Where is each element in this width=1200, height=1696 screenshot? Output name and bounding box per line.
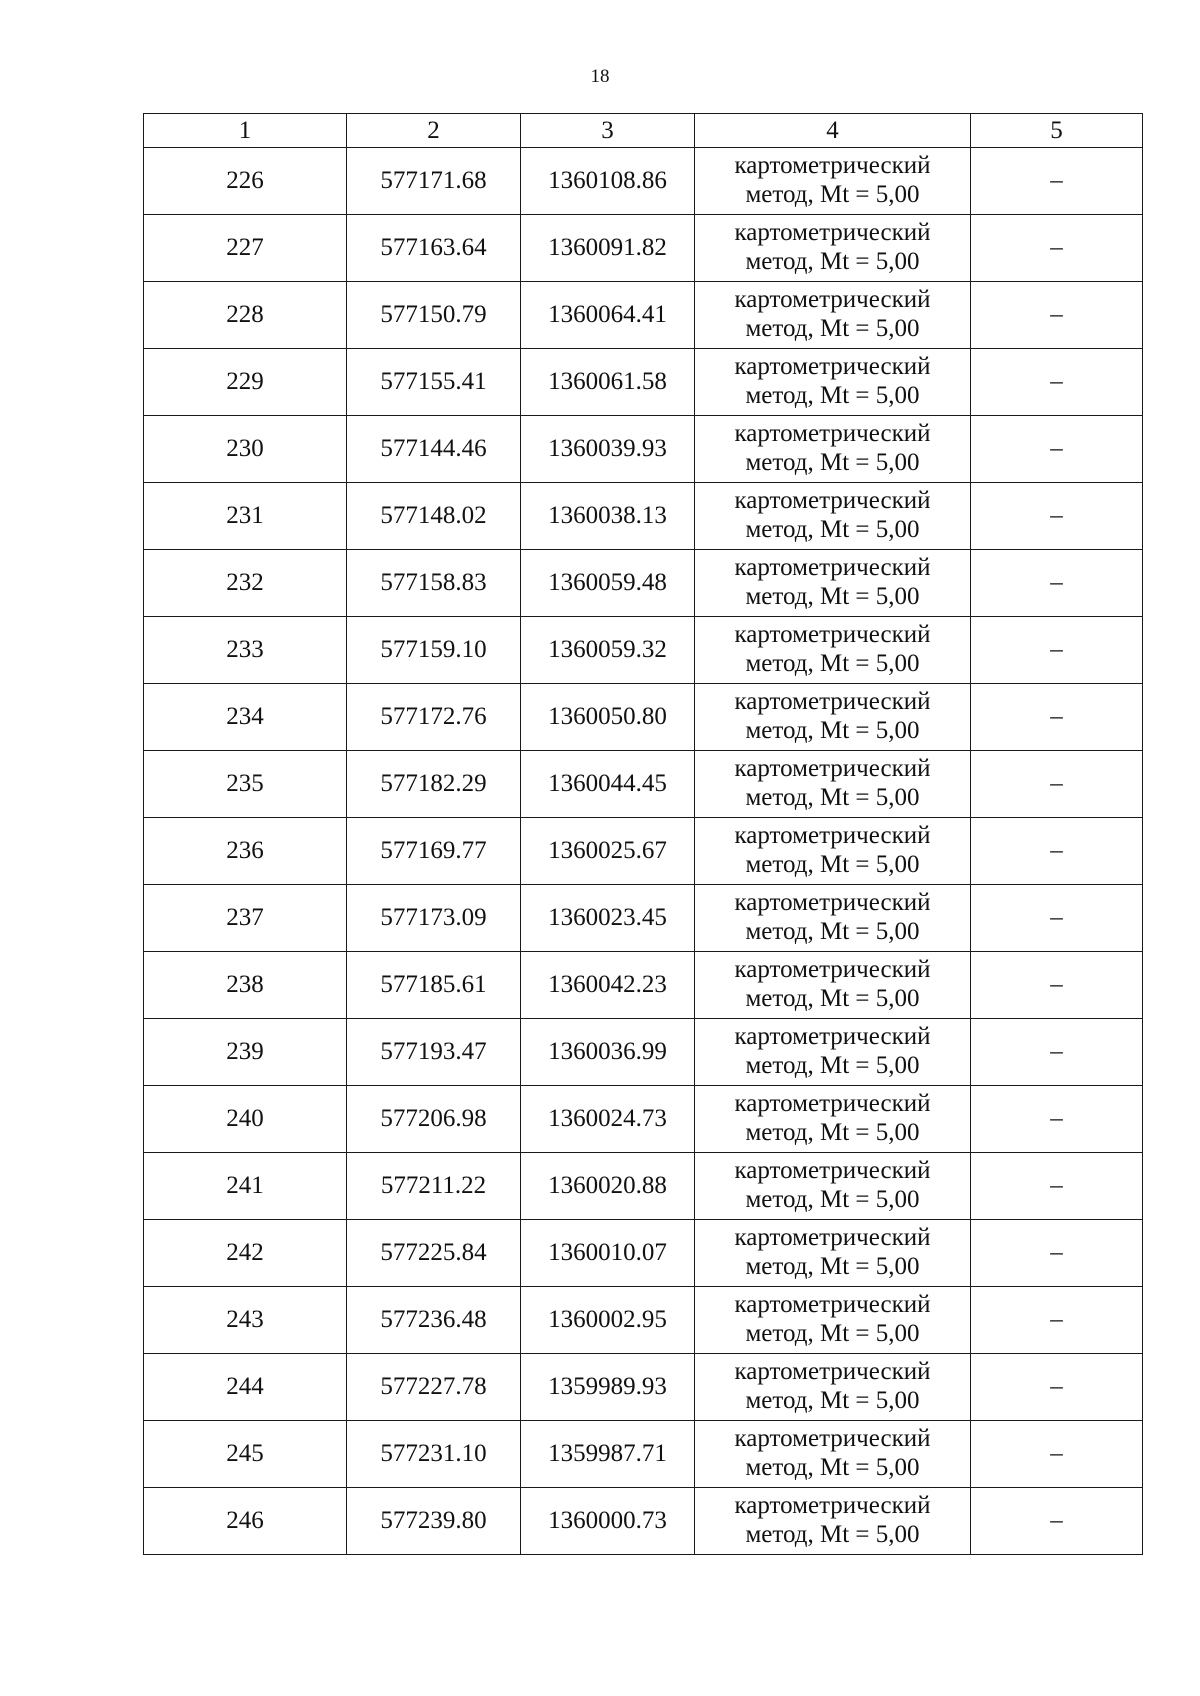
column-5-cell: –: [971, 1220, 1143, 1287]
point-number-cell: 244: [144, 1354, 347, 1421]
column-5-cell: –: [971, 751, 1143, 818]
method-accuracy-text: метод, Mt = 5,00: [745, 650, 920, 677]
x-coordinate-cell: 577159.10: [347, 617, 521, 684]
table-body: [144, 148, 1143, 1555]
x-coordinate-cell: 577169.77: [347, 818, 521, 885]
table-row: [144, 483, 1143, 550]
method-name-text: картометрический: [734, 1023, 931, 1051]
column-5-cell: –: [971, 1086, 1143, 1153]
method-cell: [695, 1086, 971, 1153]
point-number-cell: 241: [144, 1153, 347, 1220]
y-coordinate-cell: 1360024.73: [521, 1086, 695, 1153]
x-coordinate-cell: 577227.78: [347, 1354, 521, 1421]
method-accuracy-text: метод, Mt = 5,00: [745, 248, 920, 275]
method-name-text: картометрический: [734, 822, 931, 850]
point-number-cell: 233: [144, 617, 347, 684]
method-accuracy-text: метод, Mt = 5,00: [745, 449, 920, 476]
method-cell: [695, 282, 971, 349]
column-5-cell: –: [971, 617, 1143, 684]
method-accuracy-text: метод, Mt = 5,00: [745, 985, 920, 1012]
column-5-cell: –: [971, 684, 1143, 751]
y-coordinate-cell: 1360038.13: [521, 483, 695, 550]
method-name-text: картометрический: [734, 621, 931, 649]
method-cell: [695, 1354, 971, 1421]
point-number-cell: 229: [144, 349, 347, 416]
table-row: [144, 1086, 1143, 1153]
method-name-text: картометрический: [734, 688, 931, 716]
column-5-cell: –: [971, 1287, 1143, 1354]
method-cell: [695, 818, 971, 885]
point-number-cell: 243: [144, 1287, 347, 1354]
table-row: [144, 751, 1143, 818]
table-row: [144, 1354, 1143, 1421]
x-coordinate-cell: 577155.41: [347, 349, 521, 416]
x-coordinate-cell: 577144.46: [347, 416, 521, 483]
method-name-text: картометрический: [734, 755, 931, 783]
column-header-1: 1: [144, 114, 347, 148]
method-cell: [695, 885, 971, 952]
table-row: [144, 1220, 1143, 1287]
method-name-text: картометрический: [734, 487, 931, 515]
table-row: [144, 1153, 1143, 1220]
column-5-cell: –: [971, 818, 1143, 885]
y-coordinate-cell: 1360050.80: [521, 684, 695, 751]
method-accuracy-text: метод, Mt = 5,00: [745, 1454, 920, 1481]
column-5-cell: –: [971, 416, 1143, 483]
x-coordinate-cell: 577225.84: [347, 1220, 521, 1287]
method-cell: [695, 1421, 971, 1488]
x-coordinate-cell: 577182.29: [347, 751, 521, 818]
table-row: [144, 1488, 1143, 1555]
y-coordinate-cell: 1360036.99: [521, 1019, 695, 1086]
point-number-cell: 228: [144, 282, 347, 349]
method-name-text: картометрический: [734, 889, 931, 917]
table-row: [144, 818, 1143, 885]
column-5-cell: –: [971, 1488, 1143, 1555]
method-accuracy-text: метод, Mt = 5,00: [745, 784, 920, 811]
y-coordinate-cell: 1360042.23: [521, 952, 695, 1019]
method-accuracy-text: метод, Mt = 5,00: [745, 717, 920, 744]
column-header-5: 5: [971, 114, 1143, 148]
method-name-text: картометрический: [734, 1425, 931, 1453]
method-name-text: картометрический: [734, 1358, 931, 1386]
method-name-text: картометрический: [734, 420, 931, 448]
method-name-text: картометрический: [734, 554, 931, 582]
y-coordinate-cell: 1360061.58: [521, 349, 695, 416]
y-coordinate-cell: 1360044.45: [521, 751, 695, 818]
method-cell: [695, 1488, 971, 1555]
table-row: [144, 349, 1143, 416]
method-cell: [695, 416, 971, 483]
x-coordinate-cell: 577193.47: [347, 1019, 521, 1086]
y-coordinate-cell: 1360059.48: [521, 550, 695, 617]
point-number-cell: 239: [144, 1019, 347, 1086]
method-cell: [695, 148, 971, 215]
y-coordinate-cell: 1360000.73: [521, 1488, 695, 1555]
table-row: [144, 1287, 1143, 1354]
method-cell: [695, 952, 971, 1019]
method-name-text: картометрический: [734, 353, 931, 381]
column-5-cell: –: [971, 550, 1143, 617]
x-coordinate-cell: 577211.22: [347, 1153, 521, 1220]
method-cell: [695, 751, 971, 818]
point-number-cell: 240: [144, 1086, 347, 1153]
table-row: [144, 952, 1143, 1019]
y-coordinate-cell: 1360002.95: [521, 1287, 695, 1354]
method-cell: [695, 215, 971, 282]
table-row: [144, 885, 1143, 952]
y-coordinate-cell: 1360064.41: [521, 282, 695, 349]
point-number-cell: 226: [144, 148, 347, 215]
method-name-text: картометрический: [734, 1224, 931, 1252]
method-accuracy-text: метод, Mt = 5,00: [745, 1521, 920, 1548]
point-number-cell: 242: [144, 1220, 347, 1287]
method-accuracy-text: метод, Mt = 5,00: [745, 851, 920, 878]
y-coordinate-cell: 1360025.67: [521, 818, 695, 885]
method-name-text: картометрический: [734, 1492, 931, 1520]
method-accuracy-text: метод, Mt = 5,00: [745, 583, 920, 610]
method-cell: [695, 684, 971, 751]
method-name-text: картометрический: [734, 956, 931, 984]
table-row: [144, 1421, 1143, 1488]
method-name-text: картометрический: [734, 1157, 931, 1185]
point-number-cell: 236: [144, 818, 347, 885]
column-5-cell: –: [971, 349, 1143, 416]
coordinates-table: [143, 113, 1143, 1555]
method-accuracy-text: метод, Mt = 5,00: [745, 1052, 920, 1079]
y-coordinate-cell: 1360020.88: [521, 1153, 695, 1220]
point-number-cell: 235: [144, 751, 347, 818]
method-cell: [695, 1287, 971, 1354]
y-coordinate-cell: 1359987.71: [521, 1421, 695, 1488]
column-5-cell: –: [971, 1354, 1143, 1421]
table-row: [144, 416, 1143, 483]
table-row: [144, 617, 1143, 684]
method-accuracy-text: метод, Mt = 5,00: [745, 181, 920, 208]
column-header-3: 3: [521, 114, 695, 148]
method-cell: [695, 349, 971, 416]
table-header-row: [144, 114, 1143, 148]
point-number-cell: 231: [144, 483, 347, 550]
point-number-cell: 245: [144, 1421, 347, 1488]
column-5-cell: –: [971, 215, 1143, 282]
method-cell: [695, 1220, 971, 1287]
page-number: 18: [590, 66, 610, 87]
point-number-cell: 246: [144, 1488, 347, 1555]
method-accuracy-text: метод, Mt = 5,00: [745, 1320, 920, 1347]
y-coordinate-cell: 1359989.93: [521, 1354, 695, 1421]
method-cell: [695, 1153, 971, 1220]
method-name-text: картометрический: [734, 1291, 931, 1319]
method-cell: [695, 550, 971, 617]
point-number-cell: 234: [144, 684, 347, 751]
x-coordinate-cell: 577231.10: [347, 1421, 521, 1488]
method-accuracy-text: метод, Mt = 5,00: [745, 1119, 920, 1146]
method-name-text: картометрический: [734, 1090, 931, 1118]
column-5-cell: –: [971, 282, 1143, 349]
x-coordinate-cell: 577150.79: [347, 282, 521, 349]
column-header-4: 4: [695, 114, 971, 148]
x-coordinate-cell: 577206.98: [347, 1086, 521, 1153]
method-name-text: картометрический: [734, 152, 931, 180]
point-number-cell: 232: [144, 550, 347, 617]
table-row: [144, 1019, 1143, 1086]
method-accuracy-text: метод, Mt = 5,00: [745, 1186, 920, 1213]
x-coordinate-cell: 577171.68: [347, 148, 521, 215]
x-coordinate-cell: 577163.64: [347, 215, 521, 282]
method-accuracy-text: метод, Mt = 5,00: [745, 1253, 920, 1280]
column-5-cell: –: [971, 1421, 1143, 1488]
x-coordinate-cell: 577148.02: [347, 483, 521, 550]
y-coordinate-cell: 1360091.82: [521, 215, 695, 282]
x-coordinate-cell: 577158.83: [347, 550, 521, 617]
column-5-cell: –: [971, 952, 1143, 1019]
method-accuracy-text: метод, Mt = 5,00: [745, 382, 920, 409]
column-5-cell: –: [971, 885, 1143, 952]
column-5-cell: –: [971, 1153, 1143, 1220]
column-header-2: 2: [347, 114, 521, 148]
method-cell: [695, 1019, 971, 1086]
x-coordinate-cell: 577239.80: [347, 1488, 521, 1555]
point-number-cell: 230: [144, 416, 347, 483]
method-name-text: картометрический: [734, 286, 931, 314]
table-row: [144, 215, 1143, 282]
method-name-text: картометрический: [734, 219, 931, 247]
column-5-cell: –: [971, 148, 1143, 215]
x-coordinate-cell: 577185.61: [347, 952, 521, 1019]
column-5-cell: –: [971, 1019, 1143, 1086]
y-coordinate-cell: 1360108.86: [521, 148, 695, 215]
point-number-cell: 227: [144, 215, 347, 282]
table-row: [144, 148, 1143, 215]
method-cell: [695, 483, 971, 550]
x-coordinate-cell: 577172.76: [347, 684, 521, 751]
table-row: [144, 550, 1143, 617]
x-coordinate-cell: 577173.09: [347, 885, 521, 952]
y-coordinate-cell: 1360010.07: [521, 1220, 695, 1287]
method-accuracy-text: метод, Mt = 5,00: [745, 315, 920, 342]
method-accuracy-text: метод, Mt = 5,00: [745, 516, 920, 543]
y-coordinate-cell: 1360023.45: [521, 885, 695, 952]
point-number-cell: 238: [144, 952, 347, 1019]
method-accuracy-text: метод, Mt = 5,00: [745, 1387, 920, 1414]
table-row: [144, 684, 1143, 751]
column-5-cell: –: [971, 483, 1143, 550]
method-accuracy-text: метод, Mt = 5,00: [745, 918, 920, 945]
y-coordinate-cell: 1360059.32: [521, 617, 695, 684]
x-coordinate-cell: 577236.48: [347, 1287, 521, 1354]
method-cell: [695, 617, 971, 684]
point-number-cell: 237: [144, 885, 347, 952]
y-coordinate-cell: 1360039.93: [521, 416, 695, 483]
table-row: [144, 282, 1143, 349]
